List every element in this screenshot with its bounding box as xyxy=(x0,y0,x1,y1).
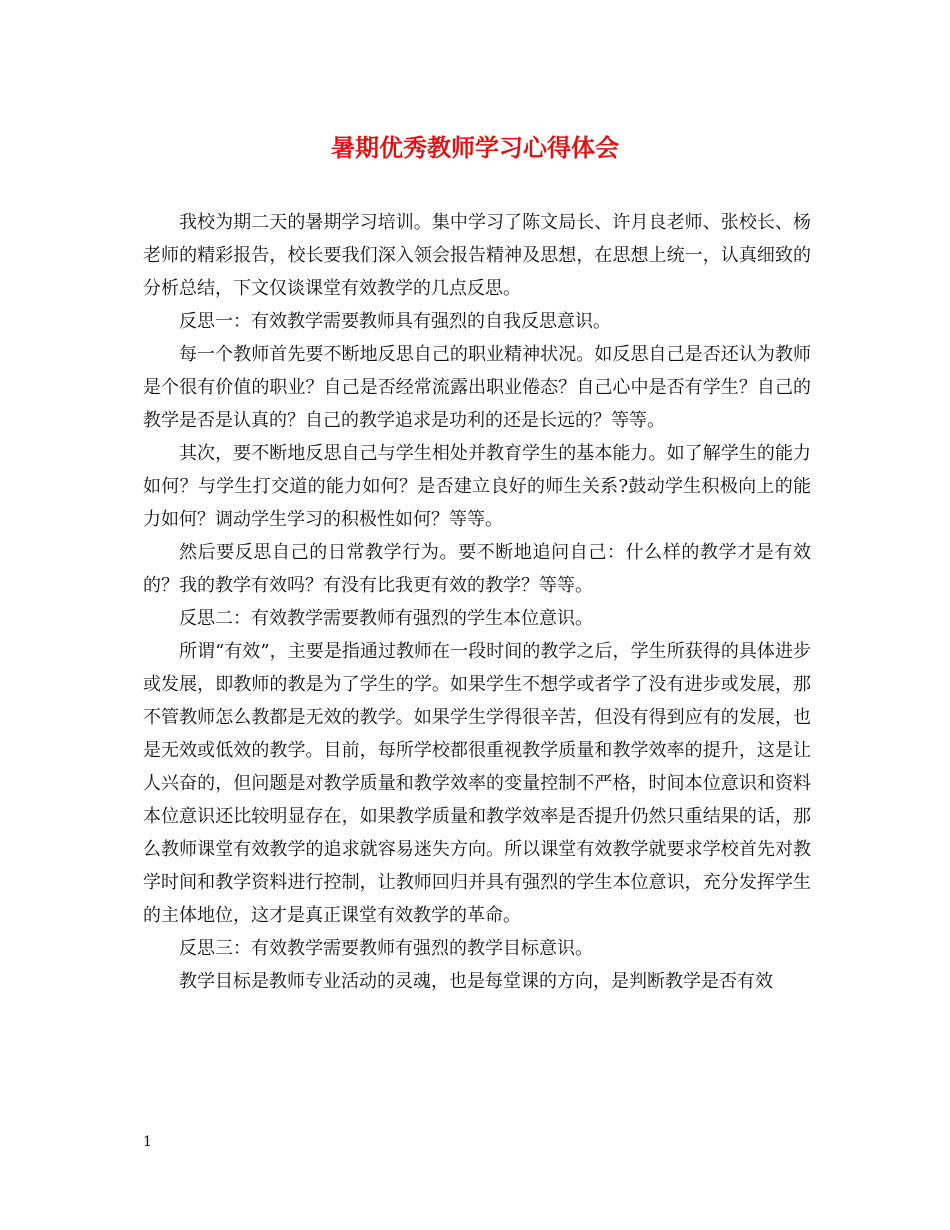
document-body xyxy=(143,206,811,998)
paragraph: 所谓“有效”，主要是指通过教师在一段时间的教学之后，学生所获得的具体进步或发展，即教师的教是为了学生的学。如果学生不想学或者学了没有进步或发展，那不管教师怎么教都是无效的教学。如果学生学得很辛苦，但没有得到应有的发展，也是无效或低效的教学。目前，每所学校都很重视教学质量和教学效率的提升，这是让人兴奋的，但问题是对教学质量和教学效率的变量控制不严格，时间本位意识和资料本位意识还比较明显存在，如果教学质量和教学效率是否提升仍然只重结果的话，那么教师课堂有效教学的追求就容易迷失方向。所以课堂有效教学就要求学校首先对教学时间和教学资料进行控制，让教师回归并具有强烈的学生本位意识，充分发挥学生的主体地位，这才是真正课堂有效教学的革命。 xyxy=(143,641,811,926)
document-title: 暑期优秀教师学习心得体会 xyxy=(331,133,619,162)
paragraph: 教学目标是教师专业活动的灵魂，也是每堂课的方向，是判断教学是否有效 xyxy=(179,971,773,992)
paragraph: 反思一：有效教学需要教师具有强烈的自我反思意识。 xyxy=(179,311,611,332)
paragraph: 反思二：有效教学需要教师有强烈的学生本位意识。 xyxy=(179,608,593,629)
paragraph: 其次，要不断地反思自己与学生相处并教育学生的基本能力。如了解学生的能力如何？与学生打交道的能力如何？是否建立良好的师生关系?鼓动学生积极向上的能力如何？调动学生学习的积极性如何？等等。 xyxy=(143,443,811,530)
paragraph: 反思三：有效教学需要教师有强烈的教学目标意识。 xyxy=(179,938,593,959)
paragraph: 我校为期二天的暑期学习培训。集中学习了陈文局长、许月良老师、张校长、杨老师的精彩报告，校长要我们深入领会报告精神及思想，在思想上统一，认真细致的分析总结，下文仅谈课堂有效教学的几点反思。 xyxy=(143,212,811,299)
page-number: 1 xyxy=(143,1134,152,1150)
paragraph: 然后要反思自己的日常教学行为。要不断地追问自己：什么样的教学才是有效的？我的教学有效吗？有没有比我更有效的教学？等等。 xyxy=(143,542,811,596)
paragraph: 每一个教师首先要不断地反思自己的职业精神状况。如反思自己是否还认为教师是个很有价值的职业？自己是否经常流露出职业倦态？自己心中是否有学生？自己的教学是否是认真的？自己的教学追求是功利的还是长远的？等等。 xyxy=(143,344,811,431)
